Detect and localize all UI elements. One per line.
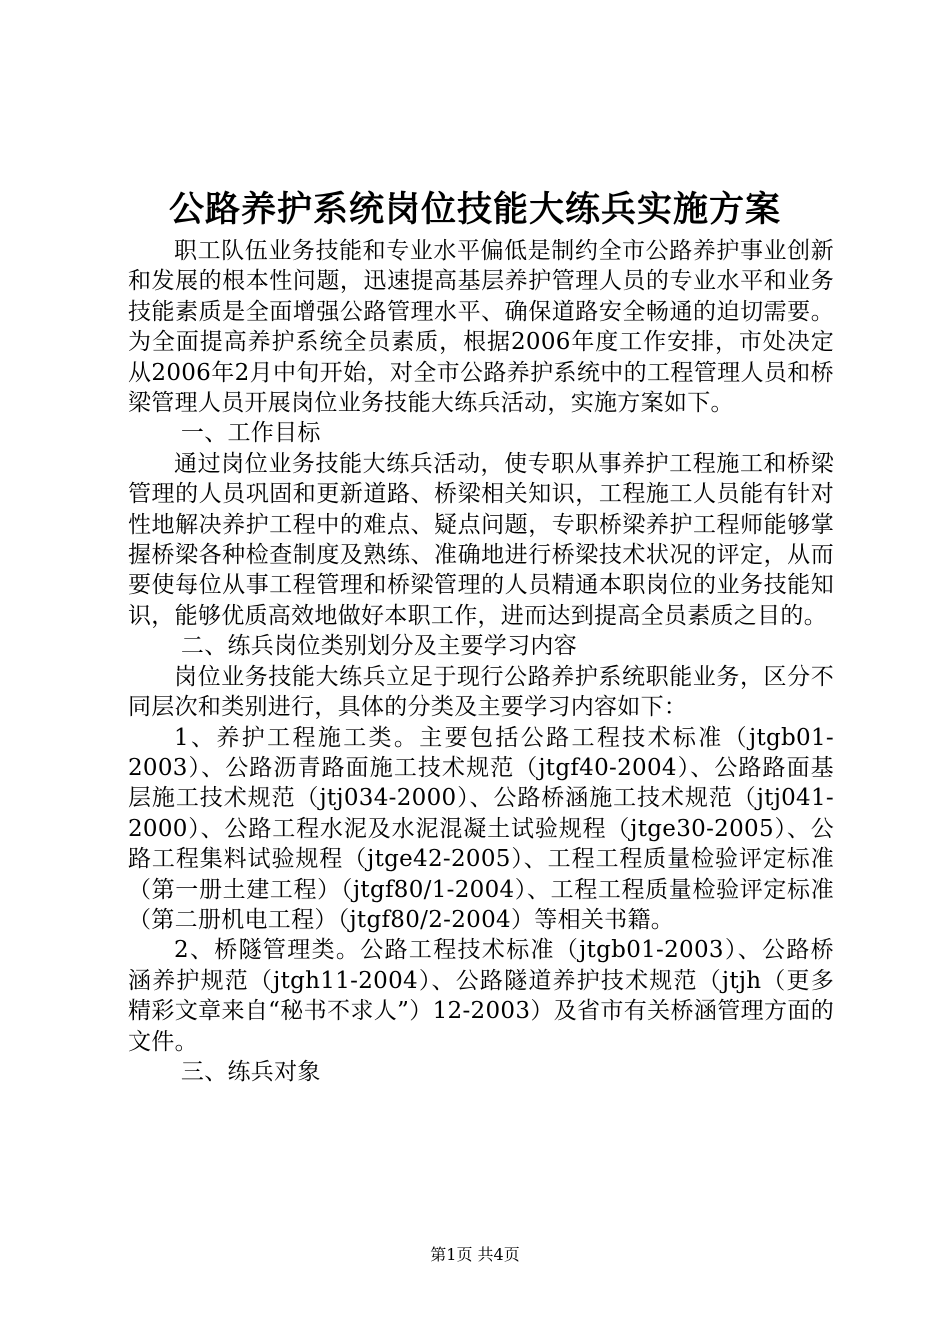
section-heading-categories: 二、练兵岗位类别划分及主要学习内容 (180, 633, 577, 660)
category-item-construction: 1、养护工程施工类。主要包括公路工程技术标准（jtgb01-2003）、公路沥青路面施工技术规范（jtgf40-2004）、公路路面基层施工技术规范（jtj034-2000）、公路桥涵施工技术规范（jtj041-2000）、公路工程水泥及水泥混凝土试验规程（jtge30-2005）、公路工程集料试验规程（jtge42-2005）、工程工程质量检验评定标准（第一册土建工程）（jtgf80/1-2004）、工程工程质量检验评定标准（第二册机电工程）（jtgf80/2-2004）等相关书籍。 (128, 724, 834, 933)
category-item-bridge-tunnel: 2、桥隧管理类。公路工程技术标准（jtgb01-2003）、公路桥涵养护规范（jtgh11-2004）、公路隧道养护技术规范（jtjh（更多精彩文章来自“秘书不求人”）12-2003）及省市有关桥涵管理方面的文件。 (128, 937, 834, 1055)
document-body (128, 236, 834, 1087)
section-heading-targets: 三、练兵对象 (180, 1058, 321, 1085)
section-heading-goals: 一、工作目标 (180, 420, 321, 447)
goals-paragraph: 通过岗位业务技能大练兵活动，使专职从事养护工程施工和桥梁管理的人员巩固和更新道路、桥梁相关知识，工程施工人员能有针对性地解决养护工程中的难点、疑点问题，专职桥梁养护工程师能够掌握桥梁各种检查制度及熟练、准确地进行桥梁技术状况的评定，从而要使每位从事工程管理和桥梁管理的人员精通本职岗位的业务技能知识，能够优质高效地做好本职工作，进而达到提高全员素质之目的。 (128, 450, 834, 629)
page-title: 公路养护系统岗位技能大练兵实施方案 (168, 189, 781, 230)
page-footer: 第1页 共4页 (430, 1245, 520, 1264)
intro-paragraph: 职工队伍业务技能和专业水平偏低是制约全市公路养护事业创新和发展的根本性问题，迅速提高基层养护管理人员的专业水平和业务技能素质是全面增强公路管理水平、确保道路安全畅通的迫切需要。为全面提高养护系统全员素质，根据2006年度工作安排，市处决定从2006年2月中旬开始，对全市公路养护系统中的工程管理人员和桥梁管理人员开展岗位业务技能大练兵活动，实施方案如下。 (128, 238, 834, 417)
categories-paragraph: 岗位业务技能大练兵立足于现行公路养护系统职能业务，区分不同层次和类别进行，具体的分类及主要学习内容如下： (128, 663, 834, 721)
